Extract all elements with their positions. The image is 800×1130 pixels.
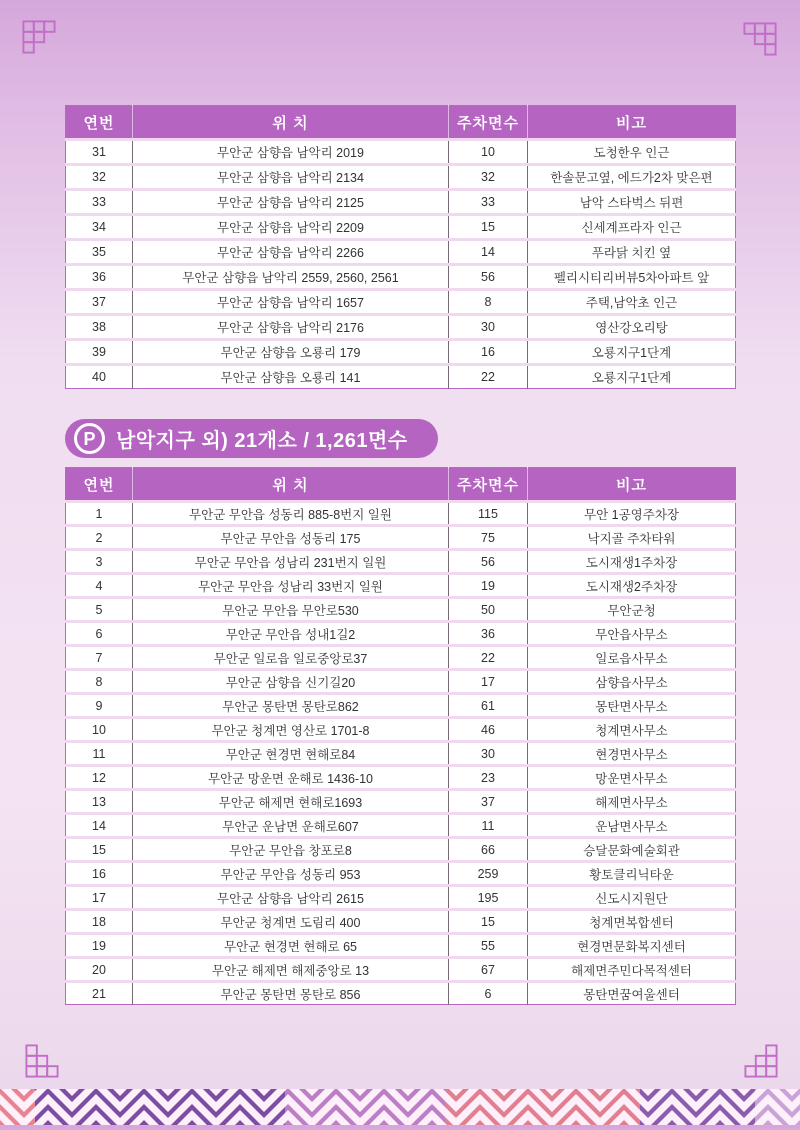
table-cell: 무안군 청계면 도림리 400 <box>133 910 449 934</box>
table-row <box>66 190 736 215</box>
table-row <box>66 766 736 790</box>
section-title: 남악지구 외) 21개소 / 1,261면수 <box>116 430 408 452</box>
table-cell: 무안군 일로읍 일로중앙로37 <box>133 646 449 670</box>
table-cell: 8 <box>449 290 528 315</box>
table-cell: 61 <box>449 694 528 718</box>
table-cell: 14 <box>449 240 528 265</box>
table-cell: 무안군 몽탄면 몽탄로 856 <box>133 982 449 1005</box>
table-cell: 16 <box>449 340 528 365</box>
table-cell: 영산강오리탕 <box>528 315 736 340</box>
table-cell: 오룡지구1단계 <box>528 365 736 389</box>
table-cell: 한솔문고옆, 에드가2차 맞은편 <box>528 165 736 190</box>
corner-grid-icon <box>22 20 56 54</box>
table-cell: 56 <box>449 550 528 574</box>
table-cell: 75 <box>449 526 528 550</box>
table-cell: 15 <box>449 910 528 934</box>
table-row <box>66 165 736 190</box>
corner-grid-icon <box>744 1044 778 1078</box>
table-cell: 21 <box>66 982 133 1005</box>
table-cell: 무안군 무안읍 무안로530 <box>133 598 449 622</box>
table-cell: 8 <box>66 670 133 694</box>
table-row <box>66 526 736 550</box>
table-cell: 펠리시티리버뷰5차아파트 앞 <box>528 265 736 290</box>
table-cell: 9 <box>66 694 133 718</box>
corner-grid-icon <box>743 22 777 56</box>
table-cell: 무안군 삼향읍 남악리 2134 <box>133 165 449 190</box>
table-cell: 11 <box>449 814 528 838</box>
table-cell: 55 <box>449 934 528 958</box>
table-cell: 해제면주민다목적센터 <box>528 958 736 982</box>
table-cell: 푸라닭 치킨 옆 <box>528 240 736 265</box>
table-cell: 34 <box>66 215 133 240</box>
table-cell: 37 <box>449 790 528 814</box>
table-cell: 10 <box>449 140 528 165</box>
table-row <box>66 646 736 670</box>
table-row <box>66 622 736 646</box>
table-cell: 22 <box>449 365 528 389</box>
table-cell: 46 <box>449 718 528 742</box>
table-cell: 17 <box>66 886 133 910</box>
table-cell: 무안군 망운면 운해로 1436-10 <box>133 766 449 790</box>
table-cell: 무안군 무안읍 성남리 33번지 일원 <box>133 574 449 598</box>
table-cell: 18 <box>66 910 133 934</box>
table-cell: 무안군 삼향읍 오룡리 179 <box>133 340 449 365</box>
table-cell: 청계면사무소 <box>528 718 736 742</box>
table-cell: 무안 1공영주차장 <box>528 502 736 526</box>
table-cell: 남악 스타벅스 뒤편 <box>528 190 736 215</box>
parking-table <box>65 467 736 1005</box>
column-header: 위 치 <box>133 106 449 140</box>
table-cell: 19 <box>66 934 133 958</box>
table-cell: 무안군 삼향읍 남악리 1657 <box>133 290 449 315</box>
table-cell: 무안군 무안읍 성내1길2 <box>133 622 449 646</box>
table-cell: 13 <box>66 790 133 814</box>
table-cell: 무안군 청계면 영산로 1701-8 <box>133 718 449 742</box>
table-cell: 31 <box>66 140 133 165</box>
table-cell: 33 <box>66 190 133 215</box>
table-cell: 10 <box>66 718 133 742</box>
table-cell: 4 <box>66 574 133 598</box>
table-row <box>66 694 736 718</box>
table-cell: 신도시지원단 <box>528 886 736 910</box>
table-cell: 30 <box>449 742 528 766</box>
table-cell: 무안군 무안읍 성동리 175 <box>133 526 449 550</box>
table-cell: 무안군 삼향읍 남악리 2266 <box>133 240 449 265</box>
table-row <box>66 742 736 766</box>
column-header: 비고 <box>528 106 736 140</box>
table-cell: 무안군 무안읍 성동리 885-8번지 일원 <box>133 502 449 526</box>
parking-table <box>65 105 736 389</box>
table-row <box>66 718 736 742</box>
table-cell: 2 <box>66 526 133 550</box>
table-cell: 66 <box>449 838 528 862</box>
table-row <box>66 365 736 389</box>
table-row <box>66 982 736 1005</box>
table-cell: 23 <box>449 766 528 790</box>
table-cell: 7 <box>66 646 133 670</box>
table-row <box>66 340 736 365</box>
table-cell: 38 <box>66 315 133 340</box>
table-cell: 도청한우 인근 <box>528 140 736 165</box>
table-row <box>66 910 736 934</box>
table-row <box>66 215 736 240</box>
column-header: 비고 <box>528 468 736 502</box>
table-cell: 17 <box>449 670 528 694</box>
header-row <box>66 468 736 502</box>
table-cell: 승달문화예술회관 <box>528 838 736 862</box>
table-cell: 무안군 삼향읍 남악리 2615 <box>133 886 449 910</box>
table-cell: 무안군 몽탄면 몽탄로862 <box>133 694 449 718</box>
table-row <box>66 574 736 598</box>
table-cell: 11 <box>66 742 133 766</box>
table-cell: 무안군 무안읍 성남리 231번지 일원 <box>133 550 449 574</box>
table-cell: 무안군 삼향읍 남악리 2559, 2560, 2561 <box>133 265 449 290</box>
table-cell: 낙지골 주차타워 <box>528 526 736 550</box>
table-cell: 도시재생1주차장 <box>528 550 736 574</box>
parking-icon: P <box>74 423 105 454</box>
table-cell: 36 <box>449 622 528 646</box>
column-header: 연번 <box>66 106 133 140</box>
table-cell: 20 <box>66 958 133 982</box>
table-cell: 33 <box>449 190 528 215</box>
corner-grid-icon <box>25 1044 59 1078</box>
table-row <box>66 790 736 814</box>
table-cell: 무안군 삼향읍 신기길20 <box>133 670 449 694</box>
table-row <box>66 814 736 838</box>
table-cell: 무안군 삼향읍 오룡리 141 <box>133 365 449 389</box>
table-row <box>66 886 736 910</box>
table-cell: 32 <box>66 165 133 190</box>
table-cell: 14 <box>66 814 133 838</box>
table-cell: 1 <box>66 502 133 526</box>
table-cell: 195 <box>449 886 528 910</box>
table-cell: 해제면사무소 <box>528 790 736 814</box>
table-cell: 무안군 현경면 현해로84 <box>133 742 449 766</box>
table-cell: 무안군 삼향읍 남악리 2019 <box>133 140 449 165</box>
table-row <box>66 862 736 886</box>
table-cell: 무안군 무안읍 성동리 953 <box>133 862 449 886</box>
table-cell: 망운면사무소 <box>528 766 736 790</box>
table-cell: 무안군 해제면 현해로1693 <box>133 790 449 814</box>
table-cell: 22 <box>449 646 528 670</box>
table-cell: 40 <box>66 365 133 389</box>
table-cell: 몽탄면꿈여울센터 <box>528 982 736 1005</box>
table-cell: 115 <box>449 502 528 526</box>
table-row <box>66 502 736 526</box>
table-cell: 56 <box>449 265 528 290</box>
table-row <box>66 290 736 315</box>
table-cell: 무안읍사무소 <box>528 622 736 646</box>
table-cell: 무안군 현경면 현해로 65 <box>133 934 449 958</box>
column-header: 주차면수 <box>449 468 528 502</box>
table-cell: 운남면사무소 <box>528 814 736 838</box>
table-cell: 도시재생2주차장 <box>528 574 736 598</box>
parking-table-other <box>65 467 735 1005</box>
table-row <box>66 265 736 290</box>
table-cell: 12 <box>66 766 133 790</box>
table-cell: 15 <box>66 838 133 862</box>
column-header: 연번 <box>66 468 133 502</box>
table-cell: 30 <box>449 315 528 340</box>
table-cell: 39 <box>66 340 133 365</box>
table-cell: 무안군 해제면 해제중앙로 13 <box>133 958 449 982</box>
table-cell: 현경면문화복지센터 <box>528 934 736 958</box>
table-cell: 무안군 운남면 운해로607 <box>133 814 449 838</box>
table-cell: 5 <box>66 598 133 622</box>
table-cell: 16 <box>66 862 133 886</box>
table-cell: 청계면복합센터 <box>528 910 736 934</box>
table-cell: 6 <box>449 982 528 1005</box>
table-cell: 32 <box>449 165 528 190</box>
table-row <box>66 598 736 622</box>
table-row <box>66 550 736 574</box>
table-cell: 36 <box>66 265 133 290</box>
table-cell: 67 <box>449 958 528 982</box>
table-cell: 현경면사무소 <box>528 742 736 766</box>
column-header: 주차면수 <box>449 106 528 140</box>
table-row <box>66 838 736 862</box>
table-cell: 무안군청 <box>528 598 736 622</box>
table-cell: 37 <box>66 290 133 315</box>
table-cell: 황토클리닉타운 <box>528 862 736 886</box>
table-cell: 35 <box>66 240 133 265</box>
table-cell: 신세계프라자 인근 <box>528 215 736 240</box>
table-cell: 6 <box>66 622 133 646</box>
table-cell: 몽탄면사무소 <box>528 694 736 718</box>
table-cell: 무안군 삼향읍 남악리 2176 <box>133 315 449 340</box>
table-row <box>66 315 736 340</box>
table-cell: 일로읍사무소 <box>528 646 736 670</box>
table-cell: 무안군 삼향읍 남악리 2209 <box>133 215 449 240</box>
table-cell: 삼향읍사무소 <box>528 670 736 694</box>
section-header-pill <box>65 419 438 458</box>
table-cell: 3 <box>66 550 133 574</box>
parking-table-namak <box>65 105 735 389</box>
table-row <box>66 670 736 694</box>
table-cell: 259 <box>449 862 528 886</box>
header-row <box>66 106 736 140</box>
table-row <box>66 958 736 982</box>
table-cell: 15 <box>449 215 528 240</box>
chevron-band <box>0 1089 800 1125</box>
table-row <box>66 934 736 958</box>
table-cell: 50 <box>449 598 528 622</box>
column-header: 위 치 <box>133 468 449 502</box>
table-cell: 주택,남악초 인근 <box>528 290 736 315</box>
table-row <box>66 240 736 265</box>
table-cell: 무안군 삼향읍 남악리 2125 <box>133 190 449 215</box>
table-cell: 무안군 무안읍 창포로8 <box>133 838 449 862</box>
table-row <box>66 140 736 165</box>
table-cell: 19 <box>449 574 528 598</box>
table-cell: 오룡지구1단계 <box>528 340 736 365</box>
